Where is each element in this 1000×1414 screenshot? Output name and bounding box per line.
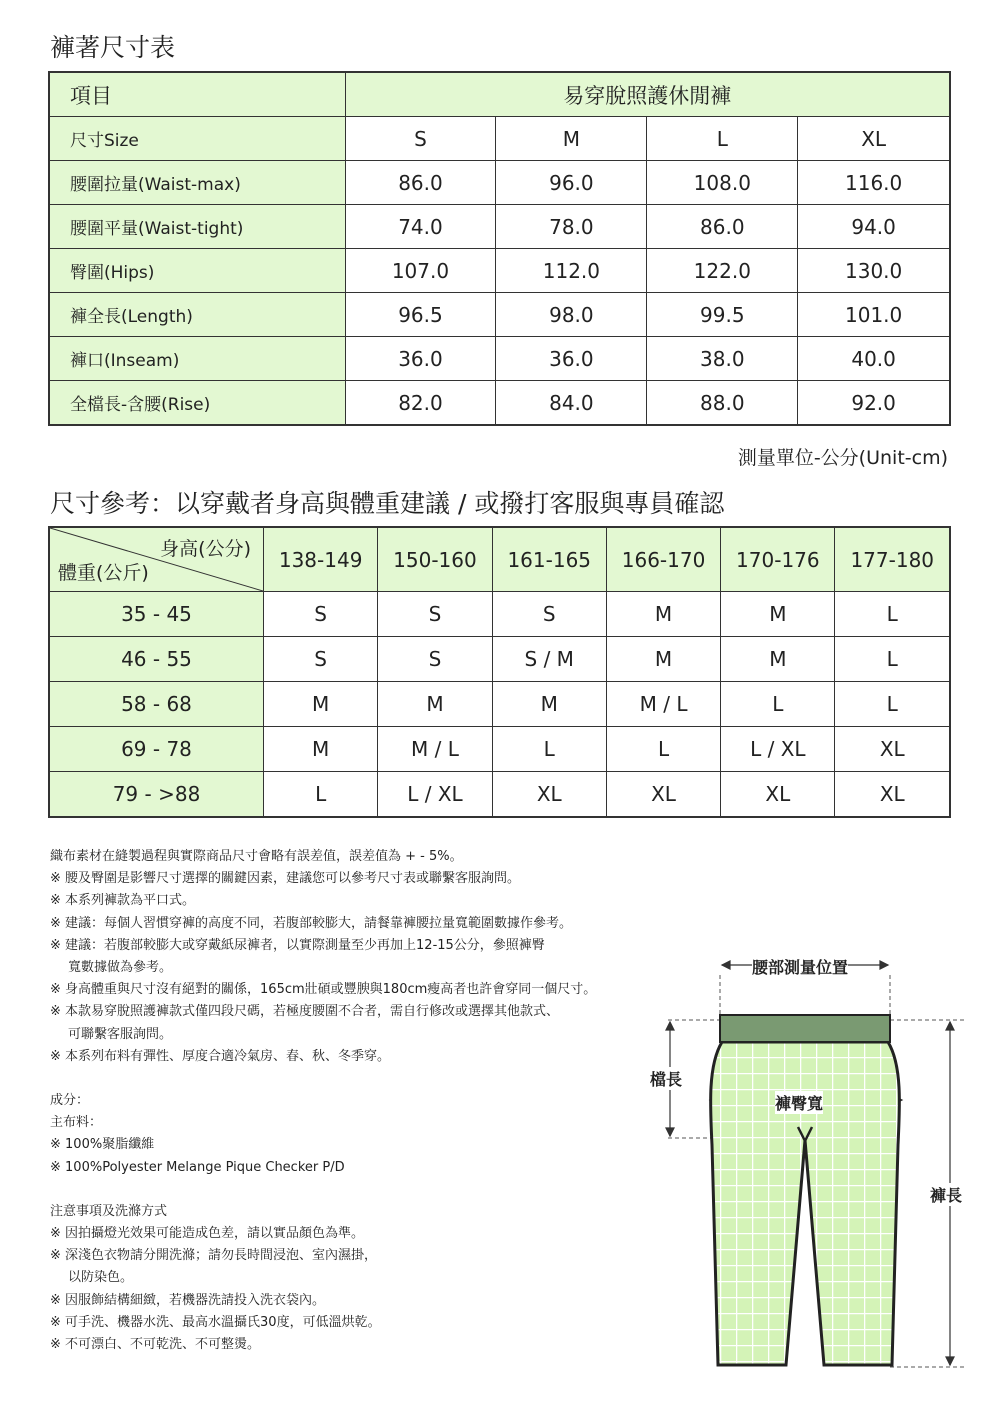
pants-measurement-figure (640, 945, 980, 1385)
main-fabric-label: 主布料： (50, 1115, 103, 1131)
table-row (49, 772, 950, 818)
value-cell: 86.0 (647, 205, 798, 249)
value-cell: 99.5 (647, 293, 798, 337)
care-item: ※ 可手洗、機器水洗、最高水溫攝氏30度，可低溫烘乾。 (50, 1314, 381, 1330)
value-cell: 78.0 (496, 205, 647, 249)
value-cell: 108.0 (647, 161, 798, 205)
value-cell: M / L (378, 727, 492, 772)
value-cell: M / L (606, 682, 720, 727)
row-label: 褲口(Inseam) (49, 337, 345, 381)
row-label: 全檔長-含腰(Rise) (49, 381, 345, 426)
value-cell: 82.0 (345, 381, 496, 426)
table-row (49, 381, 950, 426)
value-cell: XL (835, 772, 950, 818)
size-table (48, 71, 951, 426)
note-intro: 織布素材在縫製過程與實際商品尺寸會略有誤差值，誤差值為 + - 5%。 (50, 849, 463, 864)
value-cell: 98.0 (496, 293, 647, 337)
hip-width-label: 褲臀寬 (775, 1091, 823, 1114)
value-cell: M (721, 592, 835, 637)
value-cell: M (606, 592, 720, 637)
size-row (49, 117, 950, 161)
row-label: 褲全長(Length) (49, 293, 345, 337)
value-cell: L (835, 682, 950, 727)
reference-table (48, 526, 951, 818)
height-cell: 161-165 (492, 527, 606, 592)
table-row (49, 727, 950, 772)
value-cell: 96.5 (345, 293, 496, 337)
unit-note: 測量單位-公分(Unit-cm) (737, 447, 948, 469)
value-cell: 96.0 (496, 161, 647, 205)
table-row (49, 337, 950, 381)
rise-label: 檔長 (650, 1067, 682, 1090)
value-cell: S / M (492, 637, 606, 682)
value-cell: L / XL (378, 772, 492, 818)
value-cell: S (378, 592, 492, 637)
height-cell: 177-180 (835, 527, 950, 592)
waist-measure-label: 腰部測量位置 (752, 955, 848, 978)
value-cell: 92.0 (798, 381, 950, 426)
weight-cell: 79 - >88 (49, 772, 264, 818)
care-item: ※ 不可漂白、不可乾洗、不可整燙。 (50, 1337, 261, 1353)
material-item: ※ 100%聚脂纖維 (50, 1137, 155, 1153)
size-label: 尺寸Size (49, 117, 345, 161)
note-item: ※ 建議：若腹部較膨大或穿戴紙尿褲者，以實際測量至少再加上12-15公分，參照褲臀 (50, 937, 545, 953)
value-cell: 40.0 (798, 337, 950, 381)
height-label: 身高(公分) (160, 538, 251, 560)
care-item: ※ 因服飾結構細緻，若機器洗請投入洗衣袋內。 (50, 1292, 326, 1308)
table-row (49, 249, 950, 293)
note-item: ※ 腰及臀圍是影響尺寸選擇的關鍵因素，建議您可以參考尺寸表或聯繫客服詢問。 (50, 871, 521, 887)
value-cell: L (835, 592, 950, 637)
value-cell: 94.0 (798, 205, 950, 249)
value-cell: 38.0 (647, 337, 798, 381)
height-cell: 150-160 (378, 527, 492, 592)
value-cell: L (606, 727, 720, 772)
value-cell: 74.0 (345, 205, 496, 249)
value-cell: M (606, 637, 720, 682)
height-cell: 166-170 (606, 527, 720, 592)
care-item: ※ 深淺色衣物請分開洗滌；請勿長時間浸泡、室內濕掛， (50, 1248, 378, 1264)
value-cell: L (721, 682, 835, 727)
note-item-continued: 寬數據做為參考。 (68, 960, 173, 976)
size-cell: S (345, 117, 496, 161)
note-item: ※ 本系列布料有彈性、厚度合適冷氣房、春、秋、冬季穿。 (50, 1048, 391, 1064)
weight-cell: 69 - 78 (49, 727, 264, 772)
size-cell: M (496, 117, 647, 161)
value-cell: 107.0 (345, 249, 496, 293)
diagonal-header-cell (49, 527, 264, 592)
note-item: ※ 建議：每個人習慣穿褲的高度不同，若腹部較膨大，請餐靠褲腰拉量寬範圍數據作參考。 (50, 915, 573, 931)
note-item: ※ 身高體重與尺寸沒有絕對的關係，165cm壯碩或豐腴與180cm瘦高者也許會穿同一個尺寸。 (50, 982, 597, 998)
reference-table-title: 尺寸參考：以穿戴者身高與體重建議 / 或撥打客服與專員確認 (50, 489, 725, 518)
size-table-title: 褲著尺寸表 (50, 33, 176, 62)
value-cell: L (492, 727, 606, 772)
value-cell: M (378, 682, 492, 727)
table-header-row (49, 72, 950, 117)
value-cell: 36.0 (345, 337, 496, 381)
size-cell: XL (798, 117, 950, 161)
row-label: 腰圍拉量(Waist-max) (49, 161, 345, 205)
weight-label: 體重(公斤) (58, 562, 149, 584)
value-cell: M (492, 682, 606, 727)
table-row (49, 293, 950, 337)
value-cell: L / XL (721, 727, 835, 772)
value-cell: 122.0 (647, 249, 798, 293)
value-cell: XL (492, 772, 606, 818)
value-cell: 112.0 (496, 249, 647, 293)
value-cell: 88.0 (647, 381, 798, 426)
value-cell: S (264, 637, 378, 682)
value-cell: L (264, 772, 378, 818)
row-label: 臀圍(Hips) (49, 249, 345, 293)
value-cell: XL (835, 727, 950, 772)
value-cell: 116.0 (798, 161, 950, 205)
value-cell: 101.0 (798, 293, 950, 337)
care-item-continued: 以防染色。 (68, 1270, 134, 1286)
table-row (49, 161, 950, 205)
table-header-row (49, 527, 950, 592)
table-row (49, 682, 950, 727)
height-cell: 170-176 (721, 527, 835, 592)
value-cell: 130.0 (798, 249, 950, 293)
value-cell: M (264, 727, 378, 772)
note-item: ※ 本系列褲款為平口式。 (50, 893, 196, 909)
value-cell: 84.0 (496, 381, 647, 426)
material-item: ※ 100%Polyester Melange Pique Checker P/D (50, 1159, 345, 1175)
value-cell: M (721, 637, 835, 682)
value-cell: XL (721, 772, 835, 818)
table-row (49, 205, 950, 249)
height-cell: 138-149 (264, 527, 378, 592)
header-label: 項目 (49, 72, 345, 117)
weight-cell: 58 - 68 (49, 682, 264, 727)
note-item: ※ 本款易穿脫照護褲款式僅四段尺碼，若極度腰圍不合者，需自行修改或選擇其他款式、 (50, 1004, 560, 1020)
value-cell: 36.0 (496, 337, 647, 381)
notes-section (50, 846, 690, 1356)
note-item-continued: 可聯繫客服詢問。 (68, 1026, 173, 1042)
product-name: 易穿脫照護休閒褲 (345, 72, 950, 117)
weight-cell: 35 - 45 (49, 592, 264, 637)
weight-cell: 46 - 55 (49, 637, 264, 682)
row-label: 腰圍平量(Waist-tight) (49, 205, 345, 249)
value-cell: S (492, 592, 606, 637)
table-row (49, 592, 950, 637)
pants-diagram (640, 945, 980, 1385)
table-row (49, 637, 950, 682)
value-cell: S (378, 637, 492, 682)
value-cell: M (264, 682, 378, 727)
value-cell: 86.0 (345, 161, 496, 205)
value-cell: XL (606, 772, 720, 818)
material-title: 成分： (50, 1093, 90, 1109)
value-cell: S (264, 592, 378, 637)
pants-length-label: 褲長 (930, 1183, 962, 1206)
care-item: ※ 因拍攝燈光效果可能造成色差，請以實品顏色為準。 (50, 1226, 365, 1242)
value-cell: L (835, 637, 950, 682)
size-cell: L (647, 117, 798, 161)
care-title: 注意事項及洗滌方式 (50, 1203, 168, 1219)
